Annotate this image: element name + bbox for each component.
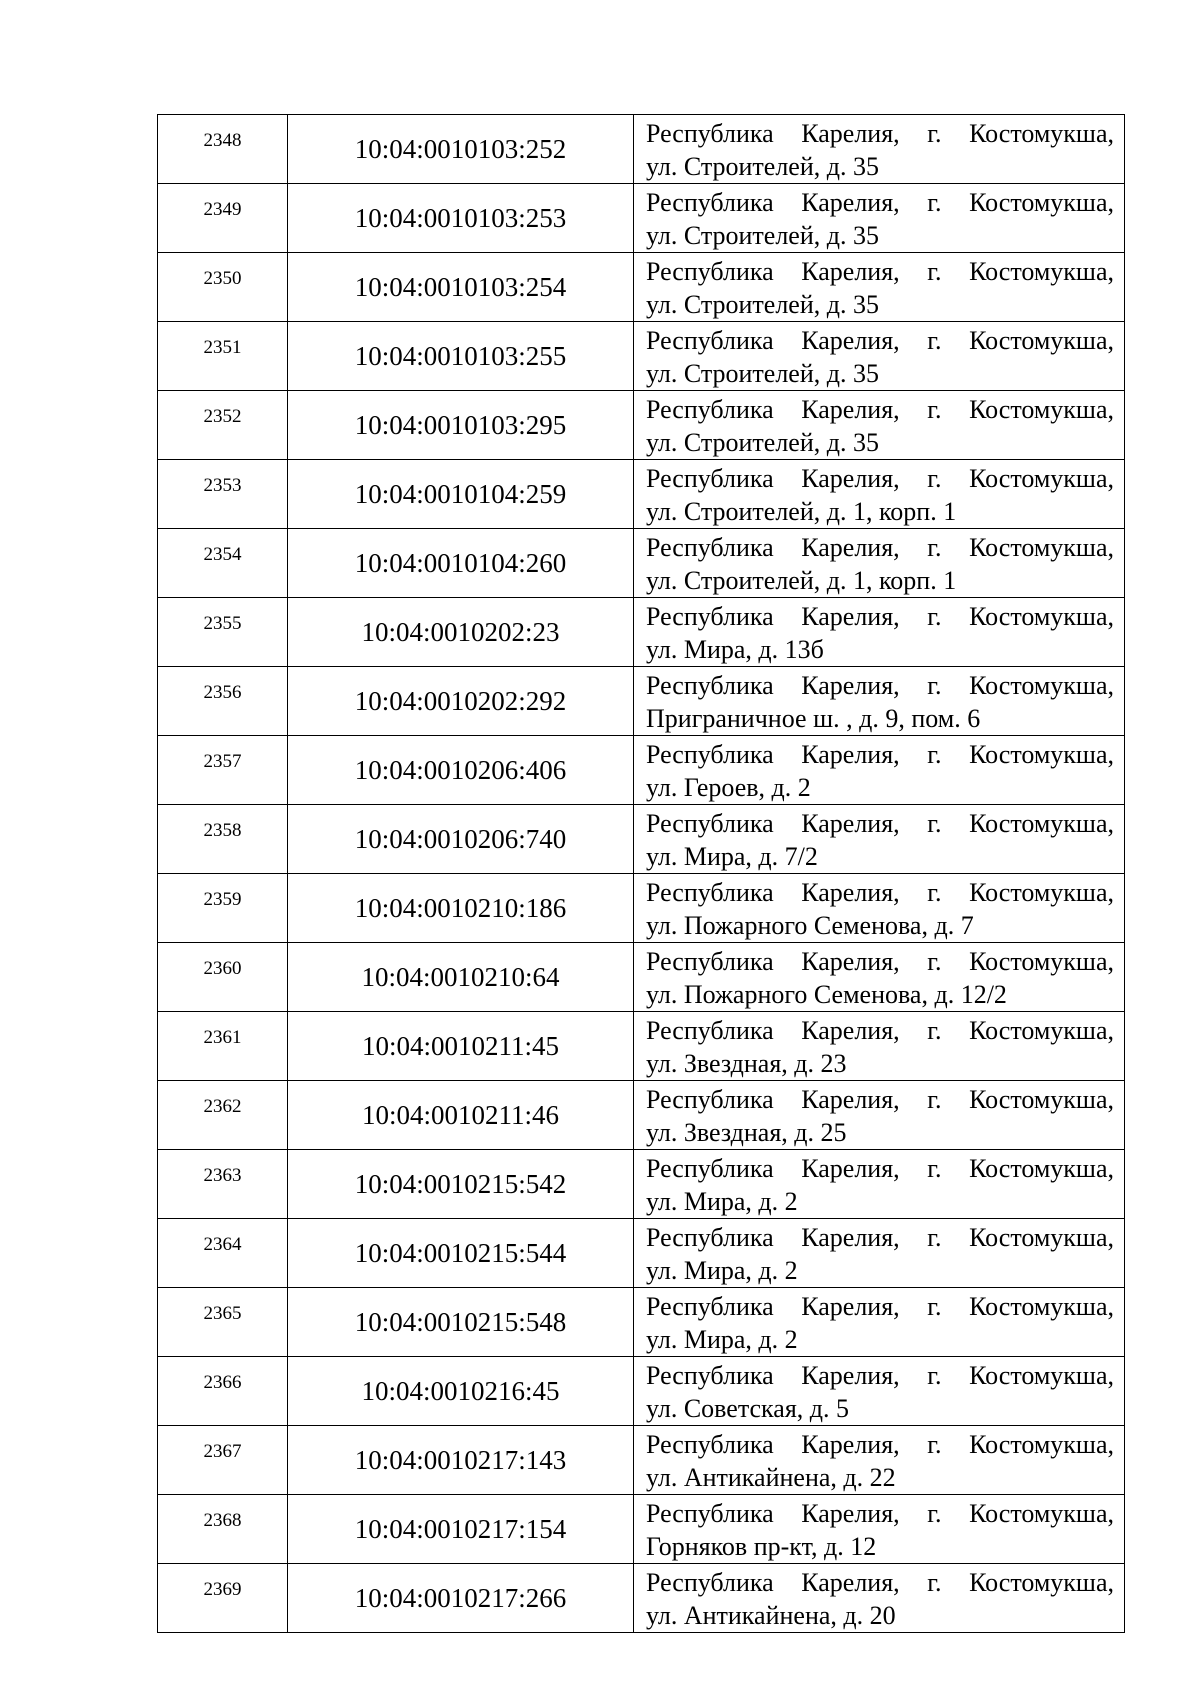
cadastral-number-cell: 10:04:0010206:406 (288, 736, 634, 805)
row-number-cell: 2358 (158, 805, 288, 874)
address-line-street: ул. Мира, д. 7/2 (646, 842, 818, 871)
address-cell (634, 667, 1125, 736)
row-number-cell: 2361 (158, 1012, 288, 1081)
address-line-region: Республика Карелия, г. Костомукша, (646, 1292, 1114, 1321)
table-row (158, 1288, 1125, 1357)
address-line-street: ул. Строителей, д. 35 (646, 359, 879, 388)
cadastral-number-cell: 10:04:0010215:548 (288, 1288, 634, 1357)
row-number-cell: 2368 (158, 1495, 288, 1564)
row-number-cell: 2351 (158, 322, 288, 391)
cadastral-number-cell: 10:04:0010216:45 (288, 1357, 634, 1426)
address-cell (634, 1426, 1125, 1495)
address-cell (634, 391, 1125, 460)
address-line-region: Республика Карелия, г. Костомукша, (646, 1430, 1114, 1459)
row-number-cell: 2359 (158, 874, 288, 943)
table-row (158, 253, 1125, 322)
address-cell (634, 1012, 1125, 1081)
row-number-cell: 2364 (158, 1219, 288, 1288)
address-line-region: Республика Карелия, г. Костомукша, (646, 119, 1114, 148)
address-line-street: ул. Пожарного Семенова, д. 7 (646, 911, 974, 940)
table-row (158, 322, 1125, 391)
table-row (158, 184, 1125, 253)
cadastral-number-cell: 10:04:0010103:295 (288, 391, 634, 460)
cadastral-number-cell: 10:04:0010217:154 (288, 1495, 634, 1564)
address-line-region: Республика Карелия, г. Костомукша, (646, 1016, 1114, 1045)
address-cell (634, 874, 1125, 943)
table-row (158, 805, 1125, 874)
address-cell (634, 460, 1125, 529)
cadastral-number-cell: 10:04:0010211:46 (288, 1081, 634, 1150)
cadastral-number-cell: 10:04:0010206:740 (288, 805, 634, 874)
address-line-street: ул. Звездная, д. 23 (646, 1049, 847, 1078)
address-line-street: Приграничное ш. , д. 9, пом. 6 (646, 704, 981, 733)
row-number-cell: 2350 (158, 253, 288, 322)
address-cell (634, 1081, 1125, 1150)
table-row (158, 1219, 1125, 1288)
address-line-region: Республика Карелия, г. Костомукша, (646, 1499, 1114, 1528)
cadastral-number-cell: 10:04:0010215:544 (288, 1219, 634, 1288)
cadastral-number-cell: 10:04:0010103:253 (288, 184, 634, 253)
table-row (158, 598, 1125, 667)
cadastral-number-cell: 10:04:0010202:23 (288, 598, 634, 667)
address-line-street: ул. Строителей, д. 35 (646, 428, 879, 457)
cadastral-number-cell: 10:04:0010211:45 (288, 1012, 634, 1081)
address-line-region: Республика Карелия, г. Костомукша, (646, 1085, 1114, 1114)
address-cell (634, 253, 1125, 322)
address-line-street: ул. Советская, д. 5 (646, 1394, 850, 1423)
cadastral-number-cell: 10:04:0010210:64 (288, 943, 634, 1012)
address-line-street: ул. Строителей, д. 1, корп. 1 (646, 497, 957, 526)
address-cell (634, 736, 1125, 805)
row-number-cell: 2354 (158, 529, 288, 598)
address-line-street: ул. Пожарного Семенова, д. 12/2 (646, 980, 1007, 1009)
table-row (158, 736, 1125, 805)
table-row (158, 667, 1125, 736)
address-cell (634, 1150, 1125, 1219)
address-line-street: ул. Мира, д. 2 (646, 1256, 798, 1285)
cadastral-number-cell: 10:04:0010103:252 (288, 115, 634, 184)
address-line-street: ул. Мира, д. 13б (646, 635, 824, 664)
cadastral-number-cell: 10:04:0010215:542 (288, 1150, 634, 1219)
address-line-region: Республика Карелия, г. Костомукша, (646, 1361, 1114, 1390)
address-line-street: ул. Строителей, д. 35 (646, 221, 879, 250)
registry-table-body (158, 115, 1125, 1633)
table-row (158, 1150, 1125, 1219)
row-number-cell: 2357 (158, 736, 288, 805)
table-row (158, 391, 1125, 460)
row-number-cell: 2353 (158, 460, 288, 529)
row-number-cell: 2360 (158, 943, 288, 1012)
address-line-region: Республика Карелия, г. Костомукша, (646, 947, 1114, 976)
address-line-street: ул. Строителей, д. 1, корп. 1 (646, 566, 957, 595)
row-number-cell: 2355 (158, 598, 288, 667)
address-line-region: Республика Карелия, г. Костомукша, (646, 395, 1114, 424)
row-number-cell: 2367 (158, 1426, 288, 1495)
address-line-region: Республика Карелия, г. Костомукша, (646, 602, 1114, 631)
address-line-street: ул. Антикайнена, д. 20 (646, 1601, 896, 1630)
address-line-region: Республика Карелия, г. Костомукша, (646, 809, 1114, 838)
row-number-cell: 2369 (158, 1564, 288, 1633)
table-row (158, 529, 1125, 598)
table-row (158, 1081, 1125, 1150)
address-cell (634, 598, 1125, 667)
address-line-street: ул. Звездная, д. 25 (646, 1118, 847, 1147)
address-line-region: Республика Карелия, г. Костомукша, (646, 1223, 1114, 1252)
address-line-street: ул. Строителей, д. 35 (646, 152, 879, 181)
row-number-cell: 2348 (158, 115, 288, 184)
table-row (158, 1426, 1125, 1495)
address-cell (634, 943, 1125, 1012)
address-cell (634, 1495, 1125, 1564)
address-cell (634, 1564, 1125, 1633)
table-row (158, 460, 1125, 529)
table-row (158, 1564, 1125, 1633)
table-row (158, 1357, 1125, 1426)
cadastral-number-cell: 10:04:0010104:259 (288, 460, 634, 529)
address-line-street: Горняков пр-кт, д. 12 (646, 1532, 877, 1561)
cadastral-number-cell: 10:04:0010210:186 (288, 874, 634, 943)
address-line-region: Республика Карелия, г. Костомукша, (646, 464, 1114, 493)
address-cell (634, 115, 1125, 184)
address-cell (634, 1357, 1125, 1426)
cadastral-number-cell: 10:04:0010103:254 (288, 253, 634, 322)
table-row (158, 1012, 1125, 1081)
address-cell (634, 322, 1125, 391)
row-number-cell: 2365 (158, 1288, 288, 1357)
row-number-cell: 2366 (158, 1357, 288, 1426)
address-line-street: ул. Антикайнена, д. 22 (646, 1463, 896, 1492)
table-row (158, 874, 1125, 943)
address-line-region: Республика Карелия, г. Костомукша, (646, 878, 1114, 907)
address-line-region: Республика Карелия, г. Костомукша, (646, 1154, 1114, 1183)
address-line-region: Республика Карелия, г. Костомукша, (646, 1568, 1114, 1597)
cadastral-number-cell: 10:04:0010202:292 (288, 667, 634, 736)
address-cell (634, 184, 1125, 253)
address-line-region: Республика Карелия, г. Костомукша, (646, 257, 1114, 286)
cadastral-number-cell: 10:04:0010103:255 (288, 322, 634, 391)
row-number-cell: 2356 (158, 667, 288, 736)
property-registry-table (157, 114, 1125, 1633)
table-row (158, 943, 1125, 1012)
cadastral-number-cell: 10:04:0010217:266 (288, 1564, 634, 1633)
row-number-cell: 2362 (158, 1081, 288, 1150)
address-line-region: Республика Карелия, г. Костомукша, (646, 188, 1114, 217)
address-line-street: ул. Мира, д. 2 (646, 1325, 798, 1354)
row-number-cell: 2349 (158, 184, 288, 253)
row-number-cell: 2363 (158, 1150, 288, 1219)
row-number-cell: 2352 (158, 391, 288, 460)
address-cell (634, 1219, 1125, 1288)
address-cell (634, 529, 1125, 598)
cadastral-number-cell: 10:04:0010104:260 (288, 529, 634, 598)
address-line-region: Республика Карелия, г. Костомукша, (646, 671, 1114, 700)
address-line-region: Республика Карелия, г. Костомукша, (646, 740, 1114, 769)
table-row (158, 115, 1125, 184)
address-line-region: Республика Карелия, г. Костомукша, (646, 533, 1114, 562)
address-line-street: ул. Мира, д. 2 (646, 1187, 798, 1216)
address-line-street: ул. Героев, д. 2 (646, 773, 811, 802)
address-cell (634, 805, 1125, 874)
address-line-region: Республика Карелия, г. Костомукша, (646, 326, 1114, 355)
address-cell (634, 1288, 1125, 1357)
cadastral-number-cell: 10:04:0010217:143 (288, 1426, 634, 1495)
table-row (158, 1495, 1125, 1564)
address-line-street: ул. Строителей, д. 35 (646, 290, 879, 319)
